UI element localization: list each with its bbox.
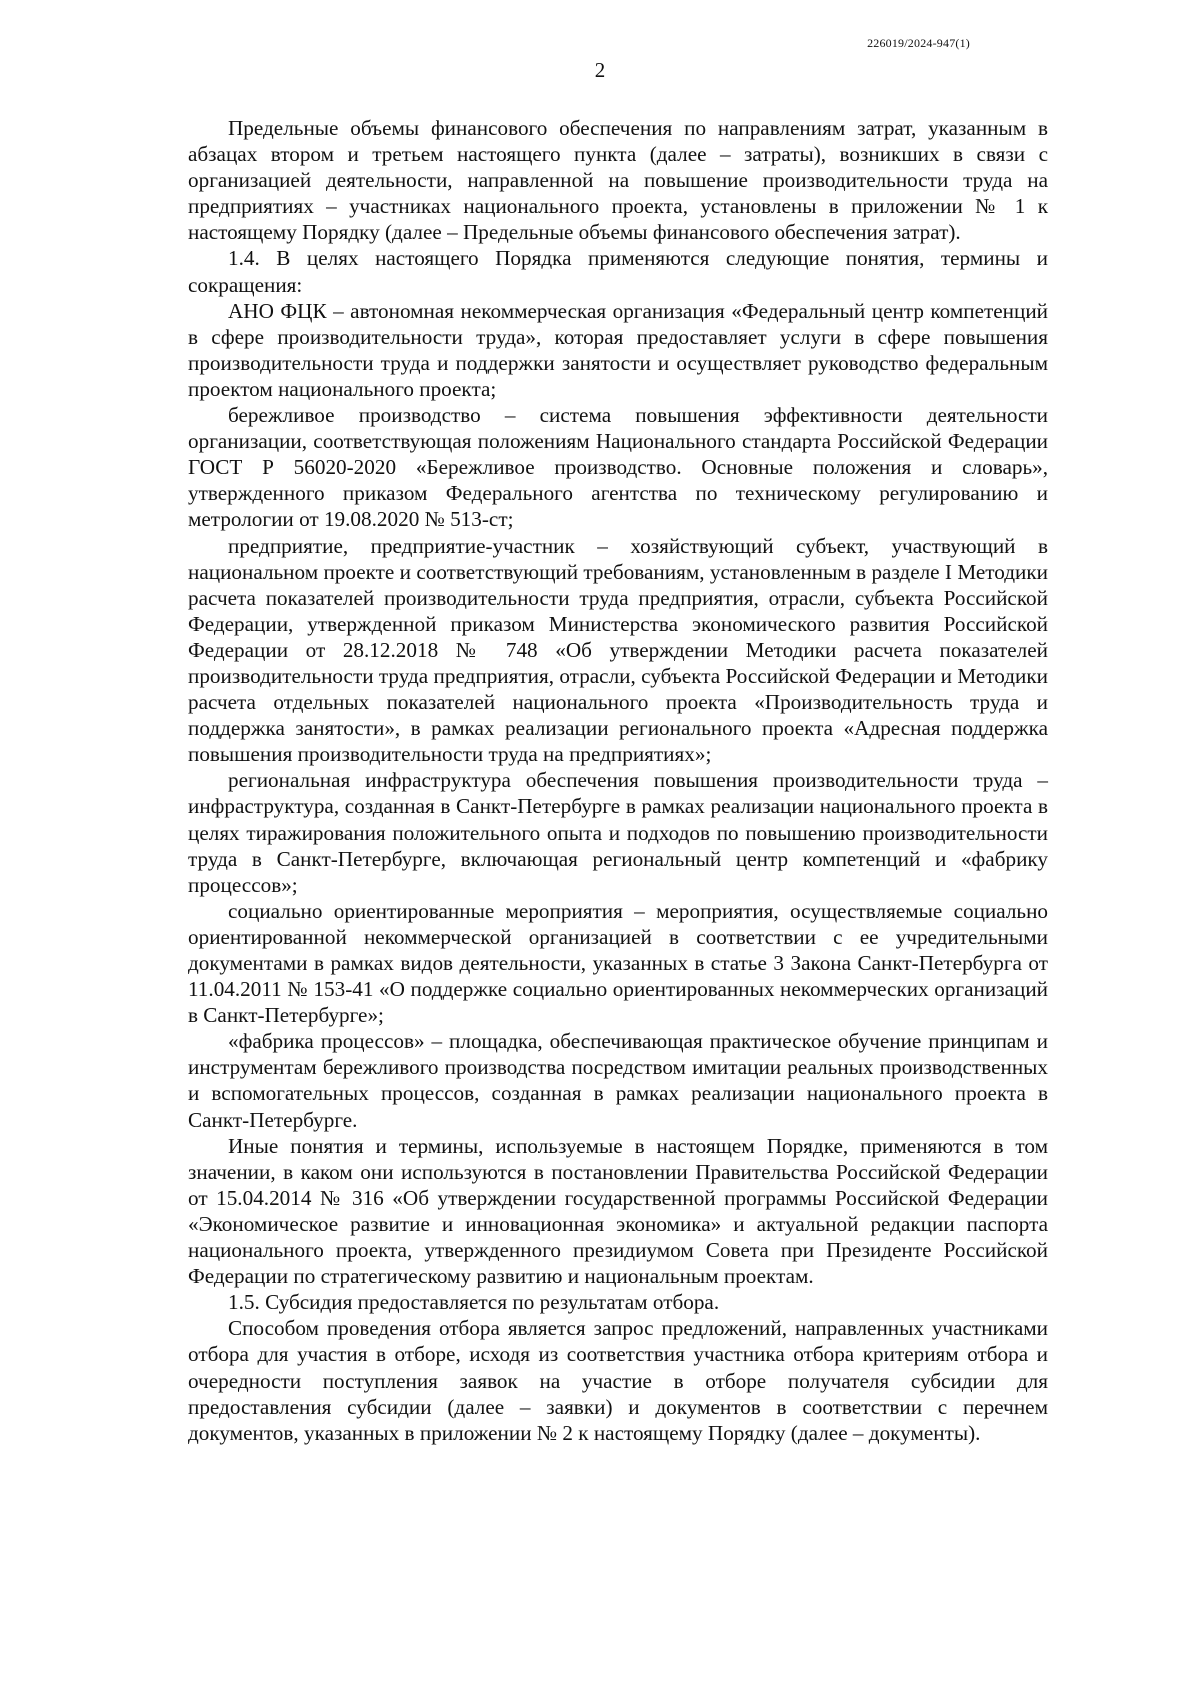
paragraph-limit-volumes: Предельные объемы финансового обеспечения по направлениям затрат, указанным в абзацах втором и третьем настоящего пункта (далее – затраты), возникших в связи с организацией деятельности, направленной на повышение производительности труда на предприятиях – участниках национального проекта, установлены в приложении № 1 к настоящему Порядку (далее – Предельные объемы финансового обеспечения затрат). bbox=[188, 116, 1048, 245]
document-body bbox=[188, 115, 1048, 1446]
paragraph-definition-lean-production: бережливое производство – система повышения эффективности деятельности организации, соответствующая положениям Национального стандарта Российской Федерации ГОСТ Р 56020-2020 «Бережливое производство. Основные положения и словарь», утвержденного приказом Федерального агентства по техническому регулированию и метрологии от 19.08.2020 № 513-ст; bbox=[188, 403, 1048, 532]
paragraph-definition-social-activities: социально ориентированные мероприятия – мероприятия, осуществляемые социально ориентированной некоммерческой организацией в соответствии с ее учредительными документами в рамках видов деятельности, указанных в статье 3 Закона Санкт-Петербурга от 11.04.2011 № 153-41 «О поддержке социально ориентированных некоммерческих организаций в Санкт-Петербурге»; bbox=[188, 898, 1048, 1028]
page-number: 2 bbox=[594, 58, 606, 82]
paragraph-definition-regional-infrastructure: региональная инфраструктура обеспечения повышения производительности труда – инфраструктура, созданная в Санкт-Петербурге в рамках реализации национального проекта в целях тиражирования положительного опыта и подходов по повышению производительности труда в Санкт-Петербурге, включающая региональный центр компетенций и «фабрику процессов»; bbox=[188, 768, 1048, 897]
paragraph-other-terms: Иные понятия и термины, используемые в настоящем Порядке, применяются в том значении, в каком они используются в постановлении Правительства Российской Федерации от 15.04.2014 № 316 «Об утверждении государственной программы Российской Федерации «Экономическое развитие и инновационная экономика» и актуальной редакции паспорта национального проекта, утвержденного президиумом Совета при Президенте Российской Федерации по стратегическому развитию и национальным проектам. bbox=[188, 1133, 1048, 1289]
paragraph-selection-method: Способом проведения отбора является запрос предложений, направленных участниками отбора для участия в отборе, исходя из соответствия участника отбора критериям отбора и очередности поступления заявок на участие в отборе получателя субсидии для предоставления субсидии (далее – заявки) и документов в соответствии с перечнем документов, указанных в приложении № 2 к настоящему Порядку (далее – документы). bbox=[188, 1316, 1048, 1445]
paragraph-section-1-5: 1.5. Субсидия предоставляется по результатам отбора. bbox=[228, 1290, 720, 1315]
paragraph-section-1-4: 1.4. В целях настоящего Порядка применяются следующие понятия, термины и сокращения: bbox=[188, 246, 1048, 297]
paragraph-definition-enterprise: предприятие, предприятие-участник – хозяйствующий субъект, участвующий в национальном проекте и соответствующий требованиям, установленным в разделе I Методики расчета показателей производительности труда предприятия, отрасли, субъекта Российской Федерации, утвержденной приказом Министерства экономического развития Российской Федерации от 28.12.2018 № 748 «Об утверждении Методики расчета показателей производительности труда предприятия, отрасли, субъекта Российской Федерации и Методики расчета отдельных показателей национального проекта «Производительность труда и поддержка занятости», в рамках реализации регионального проекта «Адресная поддержка повышения производительности труда на предприятиях»; bbox=[188, 533, 1048, 767]
document-id: 226019/2024-947(1) bbox=[867, 36, 970, 50]
paragraph-definition-ano-fck: АНО ФЦК – автономная некоммерческая организация «Федеральный центр компетенций в сфере производительности труда», которая предоставляет услуги в сфере повышения производительности труда и поддержки занятости и осуществляет руководство федеральным проектом национального проекта; bbox=[188, 298, 1048, 401]
paragraph-definition-process-factory: «фабрика процессов» – площадка, обеспечивающая практическое обучение принципам и инструментам бережливого производства посредством имитации реальных производственных и вспомогательных процессов, созданная в рамках реализации национального проекта в Санкт-Петербурге. bbox=[188, 1029, 1048, 1132]
